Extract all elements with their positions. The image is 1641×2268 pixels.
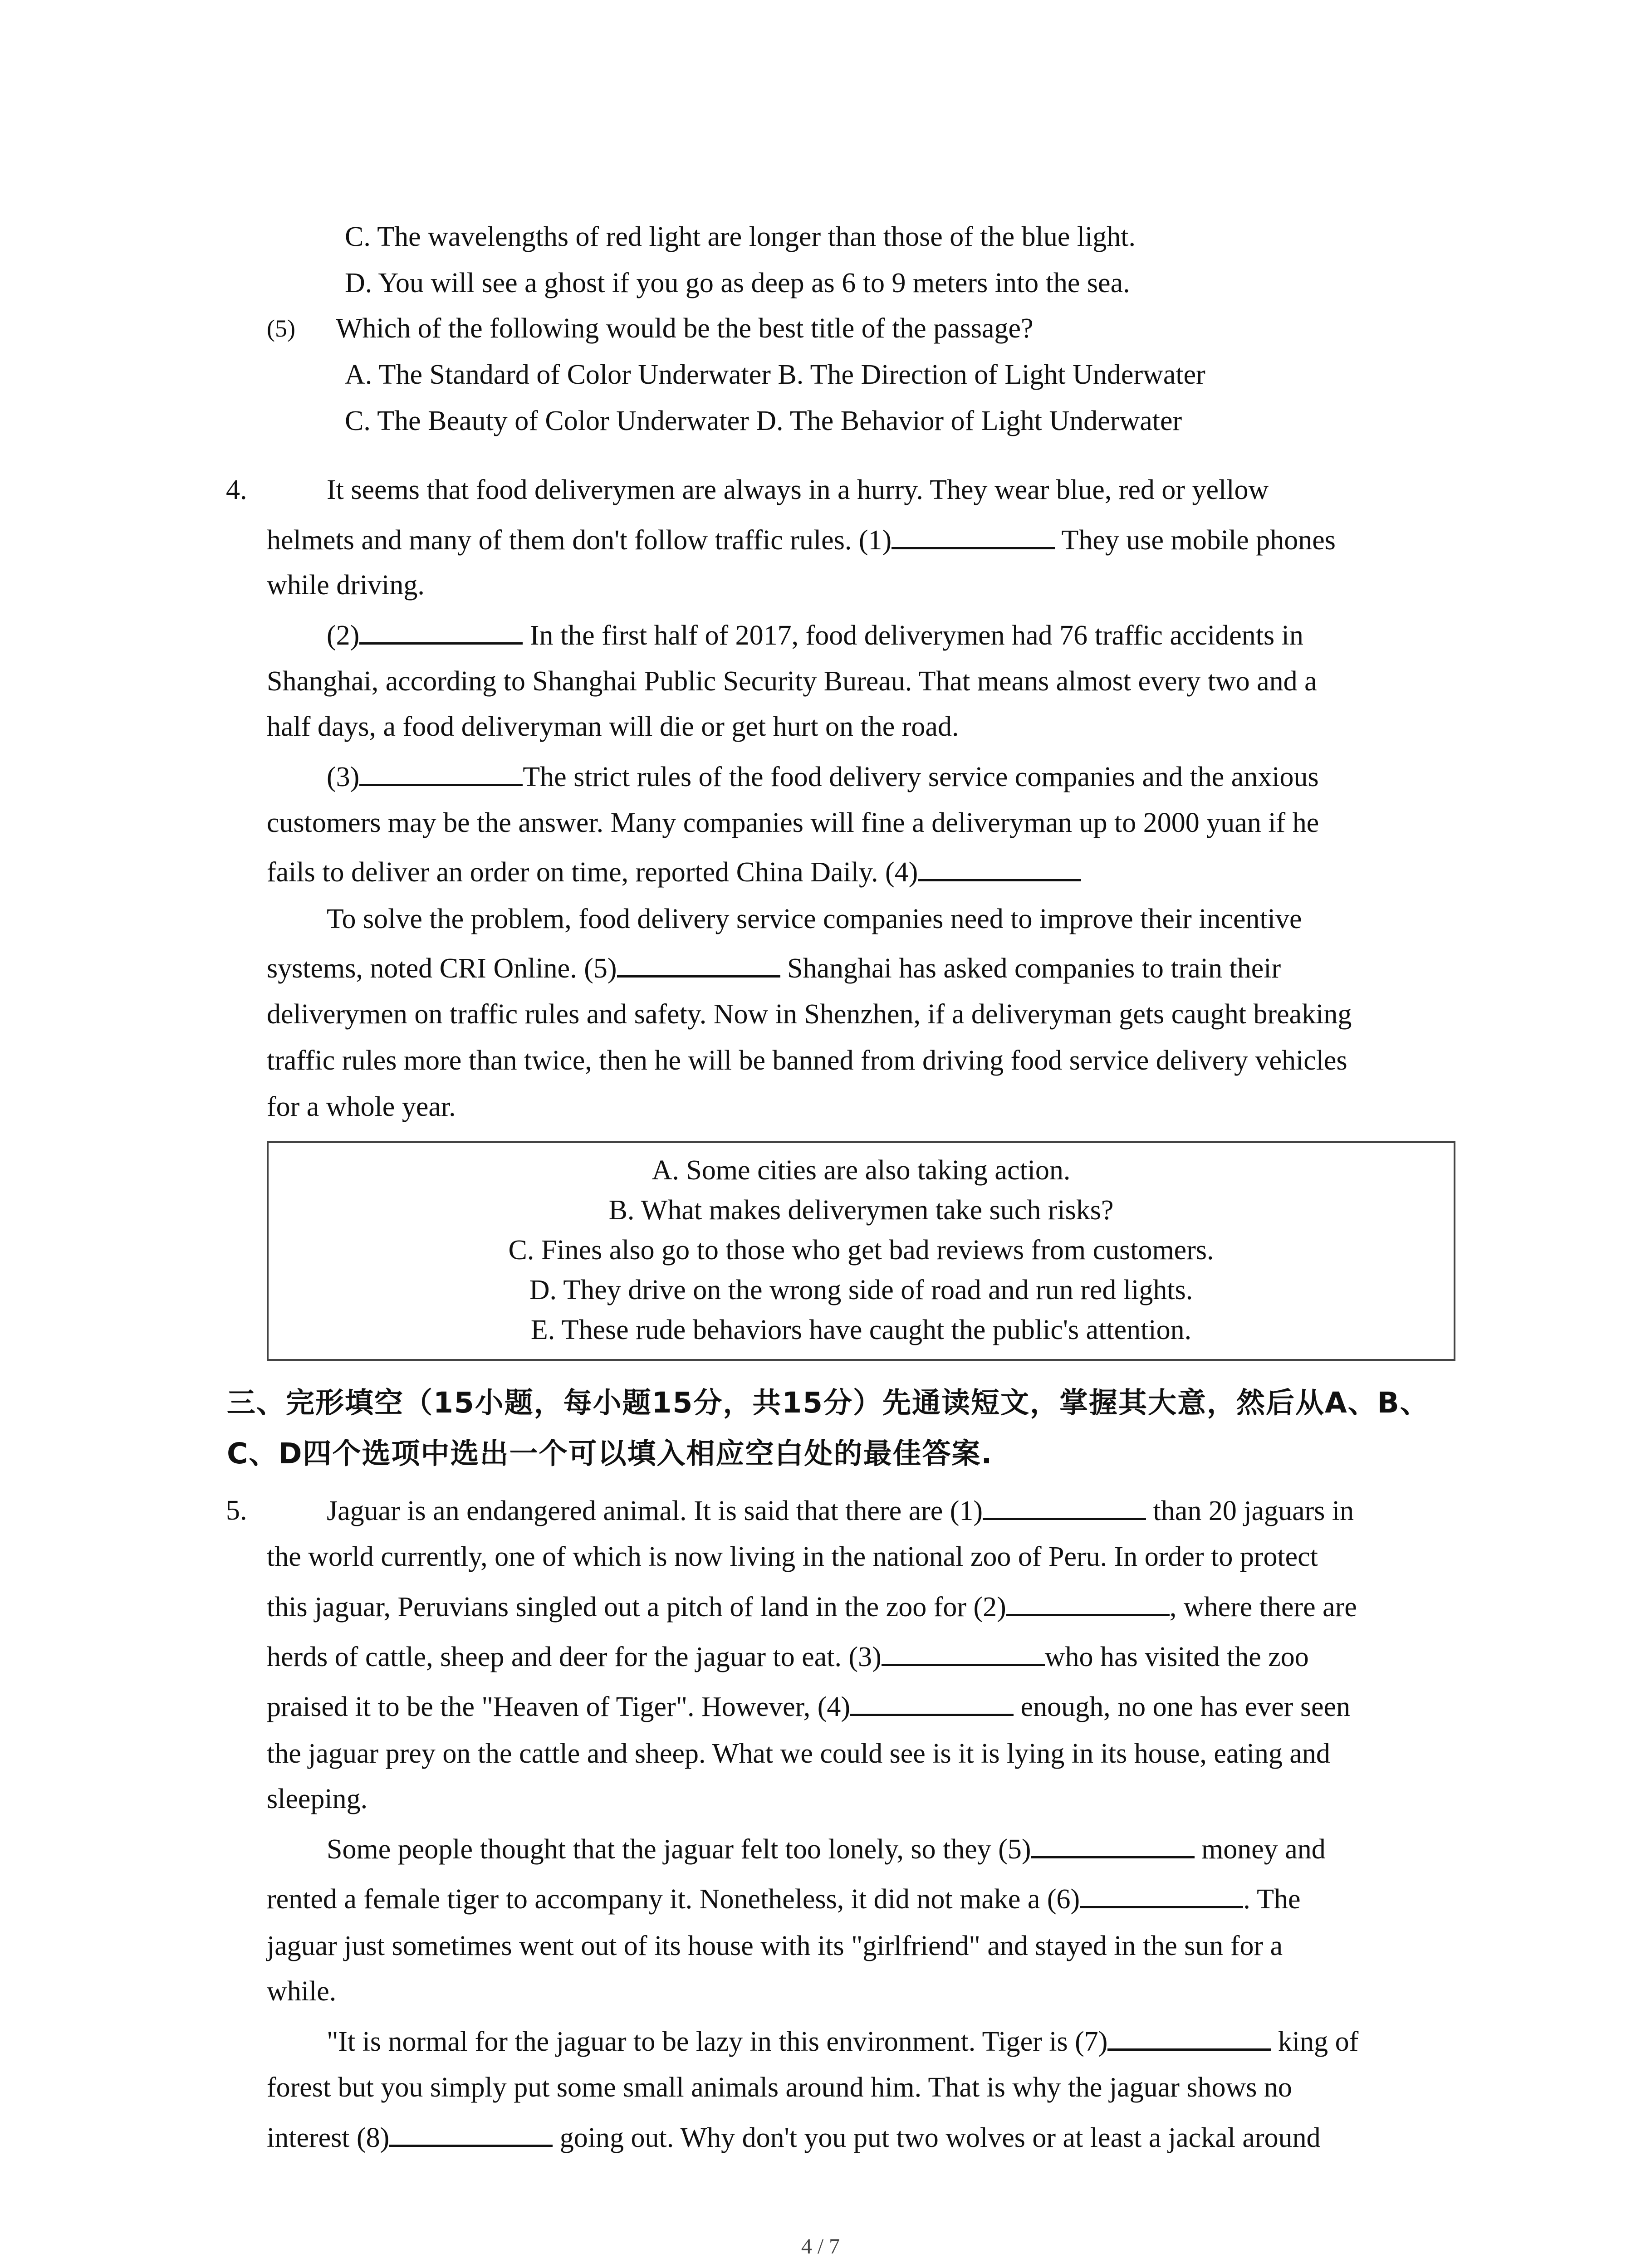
q4-option-b: B. What makes deliverymen take such risks? [608,1195,1114,1226]
q5-line-12: "It is normal for the jaguar to be lazy in this environment. Tiger is (7) king of [327,2023,1358,2060]
answer-blank[interactable] [617,950,780,978]
q4-line-4: (2) In the first half of 2017, food deliverymen had 76 traffic accidents in [327,617,1303,654]
q5-line-7: sleeping. [267,1784,368,1814]
answer-blank[interactable] [850,1688,1014,1716]
q4-line-7: (3) The strict rules of the food delivery service companies and the anxious [327,758,1319,795]
answer-blank[interactable] [892,522,1055,549]
q4-line-11: systems, noted CRI Online. (5) Shanghai has asked companies to train their [267,950,1281,987]
q4-option-d: D. They drive on the wrong side of road and run red lights. [529,1275,1193,1305]
q5-number: 5. [226,1495,247,1526]
q5-line-10: jaguar just sometimes went out of its house with its "girlfriend" and stayed in the sun for a [267,1931,1283,1961]
q5-line-2: the world currently, one of which is now living in the national zoo of Peru. In order to protect [267,1541,1318,1572]
q4-line-14: for a whole year. [267,1091,456,1122]
answer-blank[interactable] [359,617,523,645]
answer-blank[interactable] [1031,1831,1195,1858]
answer-blank[interactable] [359,758,523,786]
q4-number: 4. [226,474,247,505]
page-number: 4 / 7 [801,2234,840,2258]
answer-blank[interactable] [389,2119,553,2147]
q4-line-5: Shanghai, according to Shanghai Public Security Bureau. That means almost every two and a [267,666,1317,697]
q5-line-1: Jaguar is an endangered animal. It is said that there are (1) than 20 jaguars in [327,1492,1354,1529]
q5-line-8: Some people thought that the jaguar felt too lonely, so they (5) money and [327,1831,1326,1867]
answer-blank[interactable] [1006,1589,1170,1616]
q3-sub5-question: Which of the following would be the best title of the passage? [336,313,1034,344]
q5-line-6: the jaguar prey on the cattle and sheep. What we could see is it is lying in its house, eating and [267,1738,1330,1769]
answer-blank[interactable] [1107,2023,1271,2051]
q5-line-5: praised it to be the "Heaven of Tiger". However, (4) enough, no one has ever seen [267,1688,1350,1725]
q4-line-10: To solve the problem, food delivery service companies need to improve their incentive [327,904,1302,934]
q4-line-12: deliverymen on traffic rules and safety. Now in Shenzhen, if a deliveryman gets caught breaking [267,999,1352,1030]
q4-line-1: It seems that food deliverymen are always in a hurry. They wear blue, red or yellow [327,474,1269,505]
q4-option-c: C. Fines also go to those who get bad reviews from customers. [508,1235,1214,1266]
answer-blank[interactable] [1080,1881,1243,1908]
q4-line-9: fails to deliver an order on time, reported China Daily. (4) [267,854,1081,890]
q5-line-3: this jaguar, Peruvians singled out a pitch of land in the zoo for (2) , where there are [267,1589,1357,1625]
q3-option-c: C. The wavelengths of red light are longer than those of the blue light. [345,221,1136,252]
q3-sub5-options-cd: C. The Beauty of Color Underwater D. The Behavior of Light Underwater [345,406,1182,436]
q5-line-11: while. [267,1976,337,2007]
q5-line-13: forest but you simply put some small animals around him. That is why the jaguar shows no [267,2072,1292,2103]
q4-line-2: helmets and many of them don't follow traffic rules. (1) They use mobile phones [267,522,1336,558]
q4-option-a: A. Some cities are also taking action. [652,1155,1071,1186]
q4-option-e: E. These rude behaviors have caught the public's attention. [530,1315,1192,1345]
q4-line-3: while driving. [267,570,425,601]
q5-line-14: interest (8) going out. Why don't you put two wolves or at least a jackal around [267,2119,1321,2156]
answer-blank[interactable] [983,1492,1146,1520]
q3-sub5-options-ab: A. The Standard of Color Underwater B. The Direction of Light Underwater [345,359,1205,390]
answer-blank[interactable] [882,1638,1045,1666]
q3-sub5-number: (5) [267,315,295,342]
answer-blank[interactable] [918,854,1081,881]
q4-line-8: customers may be the answer. Many companies will fine a deliveryman up to 2000 yuan if he [267,807,1319,838]
q3-option-d: D. You will see a ghost if you go as deep as 6 to 9 meters into the sea. [345,268,1130,298]
q4-line-13: traffic rules more than twice, then he will be banned from driving food service delivery vehicles [267,1045,1347,1076]
q5-line-9: rented a female tiger to accompany it. Nonetheless, it did not make a (6) . The [267,1881,1300,1917]
section-3-heading-line-1: 三、完形填空（15小题，每小题15分，共15分）先通读短文，掌握其大意，然后从A、B、 [227,1386,1430,1419]
q4-options-box [267,1141,1455,1361]
q5-line-4: herds of cattle, sheep and deer for the jaguar to eat. (3) who has visited the zoo [267,1638,1309,1675]
q4-line-6: half days, a food deliveryman will die or get hurt on the road. [267,711,959,742]
section-3-heading-line-2: C、D四个选项中选出一个可以填入相应空白处的最佳答案. [227,1437,993,1470]
